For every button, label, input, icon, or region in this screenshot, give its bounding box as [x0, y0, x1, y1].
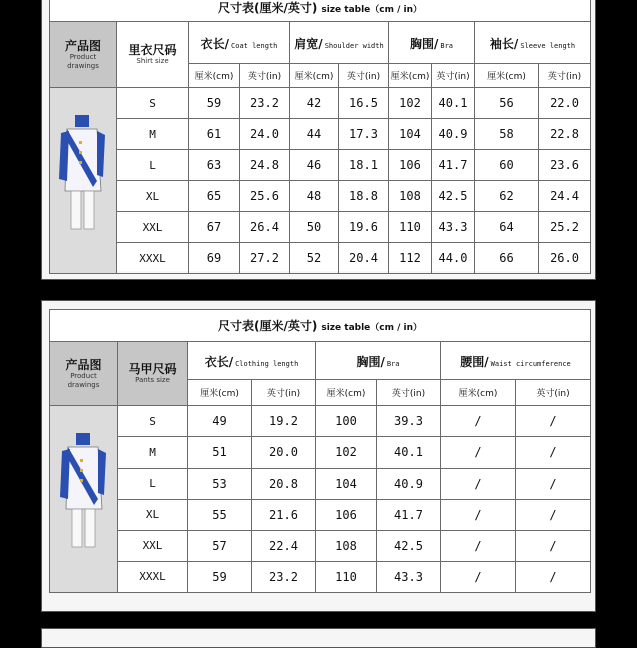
value-cell: 19.2	[252, 406, 316, 437]
clothing-length-header: 衣长/ Clothing length	[188, 342, 316, 380]
value-cell: 52	[290, 243, 339, 274]
value-cell: 17.3	[339, 119, 389, 150]
waist-header: 腰围/ Waist circumference	[441, 342, 591, 380]
value-cell: 61	[189, 119, 240, 150]
size-label: XL	[118, 499, 188, 530]
value-cell: 21.6	[252, 499, 316, 530]
value-cell: 46	[290, 150, 339, 181]
value-cell: 106	[389, 150, 432, 181]
value-cell: 26.0	[539, 243, 591, 274]
value-cell: 41.7	[432, 150, 475, 181]
value-cell: 39.3	[377, 406, 441, 437]
vest-size-header: 马甲尺码 Pants size	[118, 342, 188, 406]
value-cell: /	[441, 499, 516, 530]
costume-illustration-icon	[54, 429, 114, 569]
sleeve-length-header: 袖长/ Sleeve length	[475, 22, 591, 64]
table-row	[50, 530, 591, 561]
value-cell: 58	[475, 119, 539, 150]
unit-cm: 厘米(cm)	[189, 64, 240, 88]
product-image	[50, 406, 118, 593]
size-label: S	[118, 406, 188, 437]
value-cell: 56	[475, 88, 539, 119]
bust-header: 胸围/ Bra	[316, 342, 441, 380]
product-drawings-header: 产品图 Product drawings	[50, 342, 118, 406]
table-row	[50, 119, 591, 150]
value-cell: 102	[389, 88, 432, 119]
size-label: S	[117, 88, 189, 119]
size-label: XL	[117, 181, 189, 212]
value-cell: /	[516, 406, 591, 437]
vest-table-title: 尺寸表(厘米/英寸) size table（cm / in）	[50, 310, 591, 342]
value-cell: 59	[189, 88, 240, 119]
value-cell: 50	[290, 212, 339, 243]
unit-in: 英寸(in)	[432, 64, 475, 88]
shirt-table-title: 尺寸表(厘米/英寸) size table（cm / in）	[50, 0, 591, 22]
value-cell: 19.6	[339, 212, 389, 243]
vest-size-table	[49, 309, 591, 593]
value-cell: 69	[189, 243, 240, 274]
value-cell: 60	[475, 150, 539, 181]
value-cell: /	[516, 530, 591, 561]
value-cell: 43.3	[432, 212, 475, 243]
table-row	[50, 88, 591, 119]
value-cell: 40.9	[377, 468, 441, 499]
value-cell: /	[516, 468, 591, 499]
size-label: L	[118, 468, 188, 499]
value-cell: /	[441, 530, 516, 561]
value-cell: 22.8	[539, 119, 591, 150]
value-cell: 23.2	[240, 88, 290, 119]
table-row	[50, 406, 591, 437]
value-cell: /	[516, 499, 591, 530]
value-cell: 104	[316, 468, 377, 499]
value-cell: 22.0	[539, 88, 591, 119]
value-cell: 40.1	[377, 437, 441, 468]
value-cell: 24.4	[539, 181, 591, 212]
value-cell: /	[441, 468, 516, 499]
unit-cm: 厘米(cm)	[441, 380, 516, 406]
value-cell: 57	[188, 530, 252, 561]
value-cell: /	[516, 437, 591, 468]
value-cell: 42	[290, 88, 339, 119]
value-cell: 40.9	[432, 119, 475, 150]
table-row	[50, 212, 591, 243]
value-cell: 23.2	[252, 561, 316, 592]
unit-in: 英寸(in)	[252, 380, 316, 406]
shoulder-width-header: 肩宽/ Shoulder width	[290, 22, 389, 64]
value-cell: 51	[188, 437, 252, 468]
size-label: XXL	[118, 530, 188, 561]
value-cell: 42.5	[377, 530, 441, 561]
value-cell: 41.7	[377, 499, 441, 530]
value-cell: 64	[475, 212, 539, 243]
value-cell: 40.1	[432, 88, 475, 119]
value-cell: /	[441, 437, 516, 468]
value-cell: 108	[316, 530, 377, 561]
shirt-size-sheet	[41, 0, 596, 280]
value-cell: 42.5	[432, 181, 475, 212]
value-cell: 44	[290, 119, 339, 150]
value-cell: /	[441, 561, 516, 592]
costume-illustration-icon	[53, 111, 113, 251]
value-cell: 104	[389, 119, 432, 150]
shirt-size-table	[49, 0, 591, 274]
shirt-size-header: 里衣尺码 Shirt size	[117, 22, 189, 88]
value-cell: 16.5	[339, 88, 389, 119]
table-row	[50, 561, 591, 592]
value-cell: 63	[189, 150, 240, 181]
unit-in: 英寸(in)	[539, 64, 591, 88]
unit-cm: 厘米(cm)	[290, 64, 339, 88]
table-row	[50, 468, 591, 499]
size-label: XXXL	[117, 243, 189, 274]
unit-in: 英寸(in)	[339, 64, 389, 88]
value-cell: 59	[188, 561, 252, 592]
value-cell: 20.4	[339, 243, 389, 274]
table-row	[50, 499, 591, 530]
unit-cm: 厘米(cm)	[389, 64, 432, 88]
value-cell: 102	[316, 437, 377, 468]
size-label: XXXL	[118, 561, 188, 592]
value-cell: 23.6	[539, 150, 591, 181]
value-cell: 106	[316, 499, 377, 530]
unit-cm: 厘米(cm)	[316, 380, 377, 406]
bust-header: 胸围/ Bra	[389, 22, 475, 64]
value-cell: 18.1	[339, 150, 389, 181]
value-cell: 20.0	[252, 437, 316, 468]
table-row	[50, 437, 591, 468]
value-cell: 24.0	[240, 119, 290, 150]
value-cell: 108	[389, 181, 432, 212]
value-cell: 22.4	[252, 530, 316, 561]
value-cell: 25.6	[240, 181, 290, 212]
value-cell: 110	[389, 212, 432, 243]
value-cell: 27.2	[240, 243, 290, 274]
table-row	[50, 243, 591, 274]
value-cell: 62	[475, 181, 539, 212]
product-image	[50, 88, 117, 274]
value-cell: 53	[188, 468, 252, 499]
value-cell: 100	[316, 406, 377, 437]
value-cell: 49	[188, 406, 252, 437]
value-cell: 43.3	[377, 561, 441, 592]
value-cell: 66	[475, 243, 539, 274]
value-cell: 44.0	[432, 243, 475, 274]
size-label: M	[118, 437, 188, 468]
unit-in: 英寸(in)	[240, 64, 290, 88]
unit-in: 英寸(in)	[377, 380, 441, 406]
value-cell: 24.8	[240, 150, 290, 181]
unit-cm: 厘米(cm)	[475, 64, 539, 88]
coat-length-header: 衣长/ Coat length	[189, 22, 290, 64]
size-label: L	[117, 150, 189, 181]
value-cell: 112	[389, 243, 432, 274]
value-cell: 65	[189, 181, 240, 212]
table-row	[50, 181, 591, 212]
value-cell: 18.8	[339, 181, 389, 212]
value-cell: 48	[290, 181, 339, 212]
value-cell: /	[441, 406, 516, 437]
unit-in: 英寸(in)	[516, 380, 591, 406]
value-cell: 55	[188, 499, 252, 530]
value-cell: 110	[316, 561, 377, 592]
value-cell: 26.4	[240, 212, 290, 243]
value-cell: 20.8	[252, 468, 316, 499]
vest-size-sheet	[41, 300, 596, 612]
product-drawings-header: 产品图 Product drawings	[50, 22, 117, 88]
size-label: M	[117, 119, 189, 150]
next-sheet-edge	[41, 628, 596, 648]
value-cell: 67	[189, 212, 240, 243]
value-cell: 25.2	[539, 212, 591, 243]
size-label: XXL	[117, 212, 189, 243]
table-row	[50, 150, 591, 181]
unit-cm: 厘米(cm)	[188, 380, 252, 406]
value-cell: /	[516, 561, 591, 592]
